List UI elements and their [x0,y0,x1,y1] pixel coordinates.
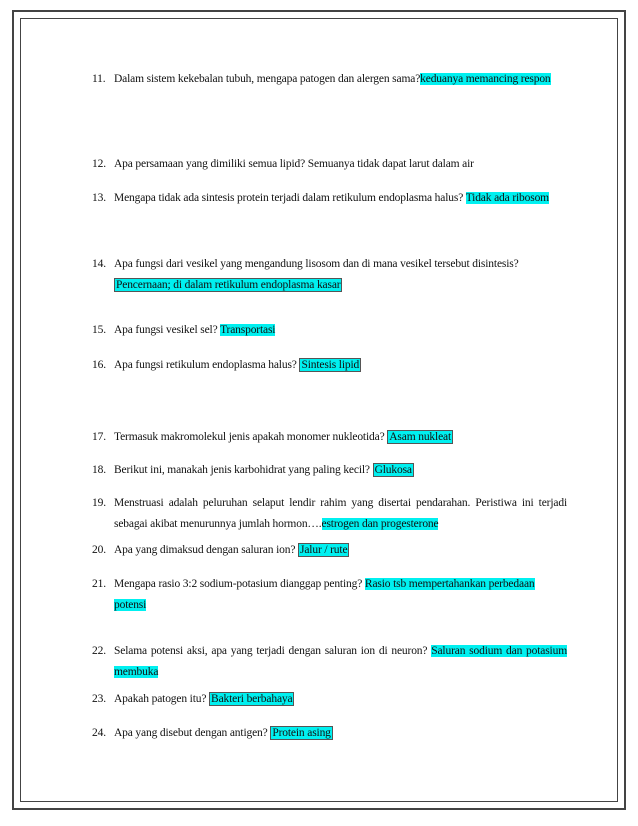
question-13 [92,188,567,209]
answer-highlight: Asam nukleat [389,431,452,443]
question-16 [92,355,567,376]
answer-highlight: Saluran sodium dan potasium membuka [114,645,567,678]
answer-highlight: Rasio tsb mempertahankan perbedaan potensi [114,578,535,611]
answer-highlight: Pencernaan; di dalam retikulum endoplasma kasar [116,279,341,291]
question-text: Berikut ini, manakah jenis karbohidrat yang paling kecil? [114,464,370,476]
question-text: Selama potensi aksi, apa yang terjadi dengan saluran ion di neuron? [114,645,428,657]
question-number: 18. [92,464,106,476]
question-17 [92,427,567,448]
question-19 [92,493,567,535]
question-text: Mengapa rasio 3:2 sodium-potasium dianggap penting? [114,578,363,590]
question-text: Apa fungsi retikulum endoplasma halus? [114,359,297,371]
question-text: Apa yang dimaksud dengan saluran ion? [114,544,296,556]
question-18 [92,460,567,481]
question-22 [92,641,567,683]
question-number: 12. [92,158,106,170]
question-number: 13. [92,192,106,204]
question-text: Apakah patogen itu? [114,693,207,705]
question-number: 14. [92,258,106,270]
question-number: 22. [92,645,106,657]
answer-highlight: Jalur / rute [300,544,348,556]
question-15 [92,320,567,341]
question-text: Dalam sistem kekebalan tubuh, mengapa patogen dan alergen sama? [114,73,421,85]
question-number: 16. [92,359,106,371]
question-number: 11. [92,73,106,85]
answer-highlight: Bakteri berbahaya [211,693,293,705]
question-text: Apa persamaan yang dimiliki semua lipid? Semuanya tidak dapat larut dalam air [114,158,474,170]
question-text: Apa fungsi vesikel sel? [114,324,218,336]
answer-highlight: estrogen dan progesterone [321,518,439,530]
question-23 [92,689,567,710]
question-number: 19. [92,497,106,509]
question-number: 15. [92,324,106,336]
question-text: Termasuk makromolekul jenis apakah monomer nukleotida? [114,431,385,443]
question-14 [92,254,567,296]
question-text: Mengapa tidak ada sintesis protein terjadi dalam retikulum endoplasma halus? [114,192,464,204]
question-number: 24. [92,727,106,739]
page-border-inner [20,18,618,802]
question-text: Apa fungsi dari vesikel yang mengandung lisosom dan di mana vesikel tersebut disintesis? [114,258,519,270]
question-text: Apa yang disebut dengan antigen? [114,727,268,739]
answer-highlight: Glukosa [374,464,412,476]
question-number: 17. [92,431,106,443]
question-number: 21. [92,578,106,590]
question-24 [92,723,567,744]
answer-highlight: keduanya memancing respon [420,73,551,85]
answer-highlight: Sintesis lipid [301,359,360,371]
question-12 [92,154,567,175]
question-11 [92,69,567,90]
question-number: 23. [92,693,106,705]
question-20 [92,540,567,561]
question-text: Menstruasi adalah peluruhan selaput lendir rahim yang disertai pendarahan. Peristiwa ini terjadi sebagai akibat menurunnya jumlah hormon…. [114,497,567,530]
question-21 [92,574,567,616]
answer-highlight: Protein asing [272,727,331,739]
answer-highlight: Transportasi [220,324,276,336]
answer-highlight: Tidak ada ribosom [465,192,549,204]
question-number: 20. [92,544,106,556]
